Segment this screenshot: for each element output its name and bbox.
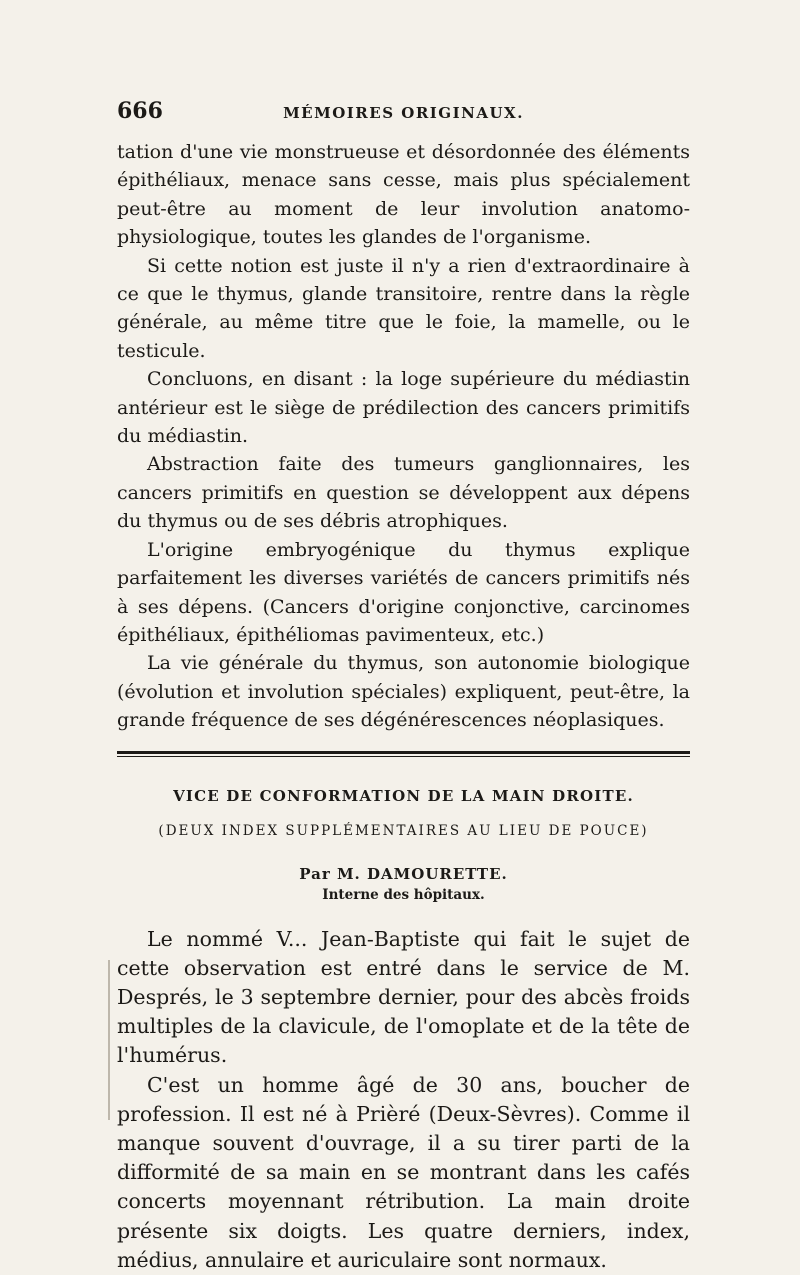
paragraph: Abstraction faite des tumeurs ganglionnaires, les cancers primitifs en question se développent aux dépens du thymus ou de ses débris atrophiques. (117, 453, 690, 533)
paragraph: Le nommé V... Jean-Baptiste qui fait le sujet de cette observation est entré dans le service de M. Després, le 3 septembre dernier, pour des abcès froids multiples de la clavicule, de l'omoplate et de la tête de l'humérus. (117, 926, 690, 1068)
paragraph: L'origine embryogénique du thymus explique parfaitement les diverses variétés de cancers primitifs nés à ses dépens. (Cancers d'origine conjonctive, carcinomes épithéliaux, épithéliomas pavimenteux, etc.) (117, 538, 690, 646)
paragraph: tation d'une vie monstrueuse et désordonnée des éléments épithéliaux, menace sans cesse, mais plus spécialement peut-être au moment de leur involution anatomo-physiologique, toutes les glandes de l'organisme. (117, 141, 690, 249)
article-byline: Par M. DAMOURETTE. (299, 864, 508, 883)
paragraph: C'est un homme âgé de 30 ans, boucher de profession. Il est né à Prièré (Deux-Sèvres). Comme il manque souvent d'ouvrage, il a su tirer parti de la difformité de sa main en se montrant dans les cafés concerts moyennant rétribution. La main droite présente six doigts. Les quatre derniers, index, médius, annulaire et auriculaire sont normaux. (117, 1072, 690, 1272)
paragraph: Si cette notion est juste il n'y a rien d'extraordinaire à ce que le thymus, glande transitoire, rentre dans la règle générale, au même titre que le foie, la mamelle, ou le testicule. (117, 254, 690, 362)
section-conclusion (117, 138, 690, 735)
running-title: MÉMOIRES ORIGINAUX. (283, 104, 524, 122)
margin-pencil-mark (108, 960, 110, 1120)
article-subtitle: (DEUX INDEX SUPPLÉMENTAIRES AU LIEU DE POUCE) (158, 822, 649, 839)
author-affiliation: Interne des hôpitaux. (322, 886, 485, 903)
article-title: VICE DE CONFORMATION DE LA MAIN DROITE. (173, 786, 634, 805)
paragraph: Concluons, en disant : la loge supérieure du médiastin antérieur est le siège de prédilection des cancers primitifs du médiastin. (117, 368, 690, 448)
running-head (117, 98, 690, 138)
article-body (117, 925, 690, 1275)
page-number: 666 (117, 98, 163, 124)
paragraph: La vie générale du thymus, son autonomie biologique (évolution et involution spéciales) expliquent, peut-être, la grande fréquence de ses dégénérescences néoplasiques. (117, 652, 690, 732)
section-divider (117, 751, 690, 757)
